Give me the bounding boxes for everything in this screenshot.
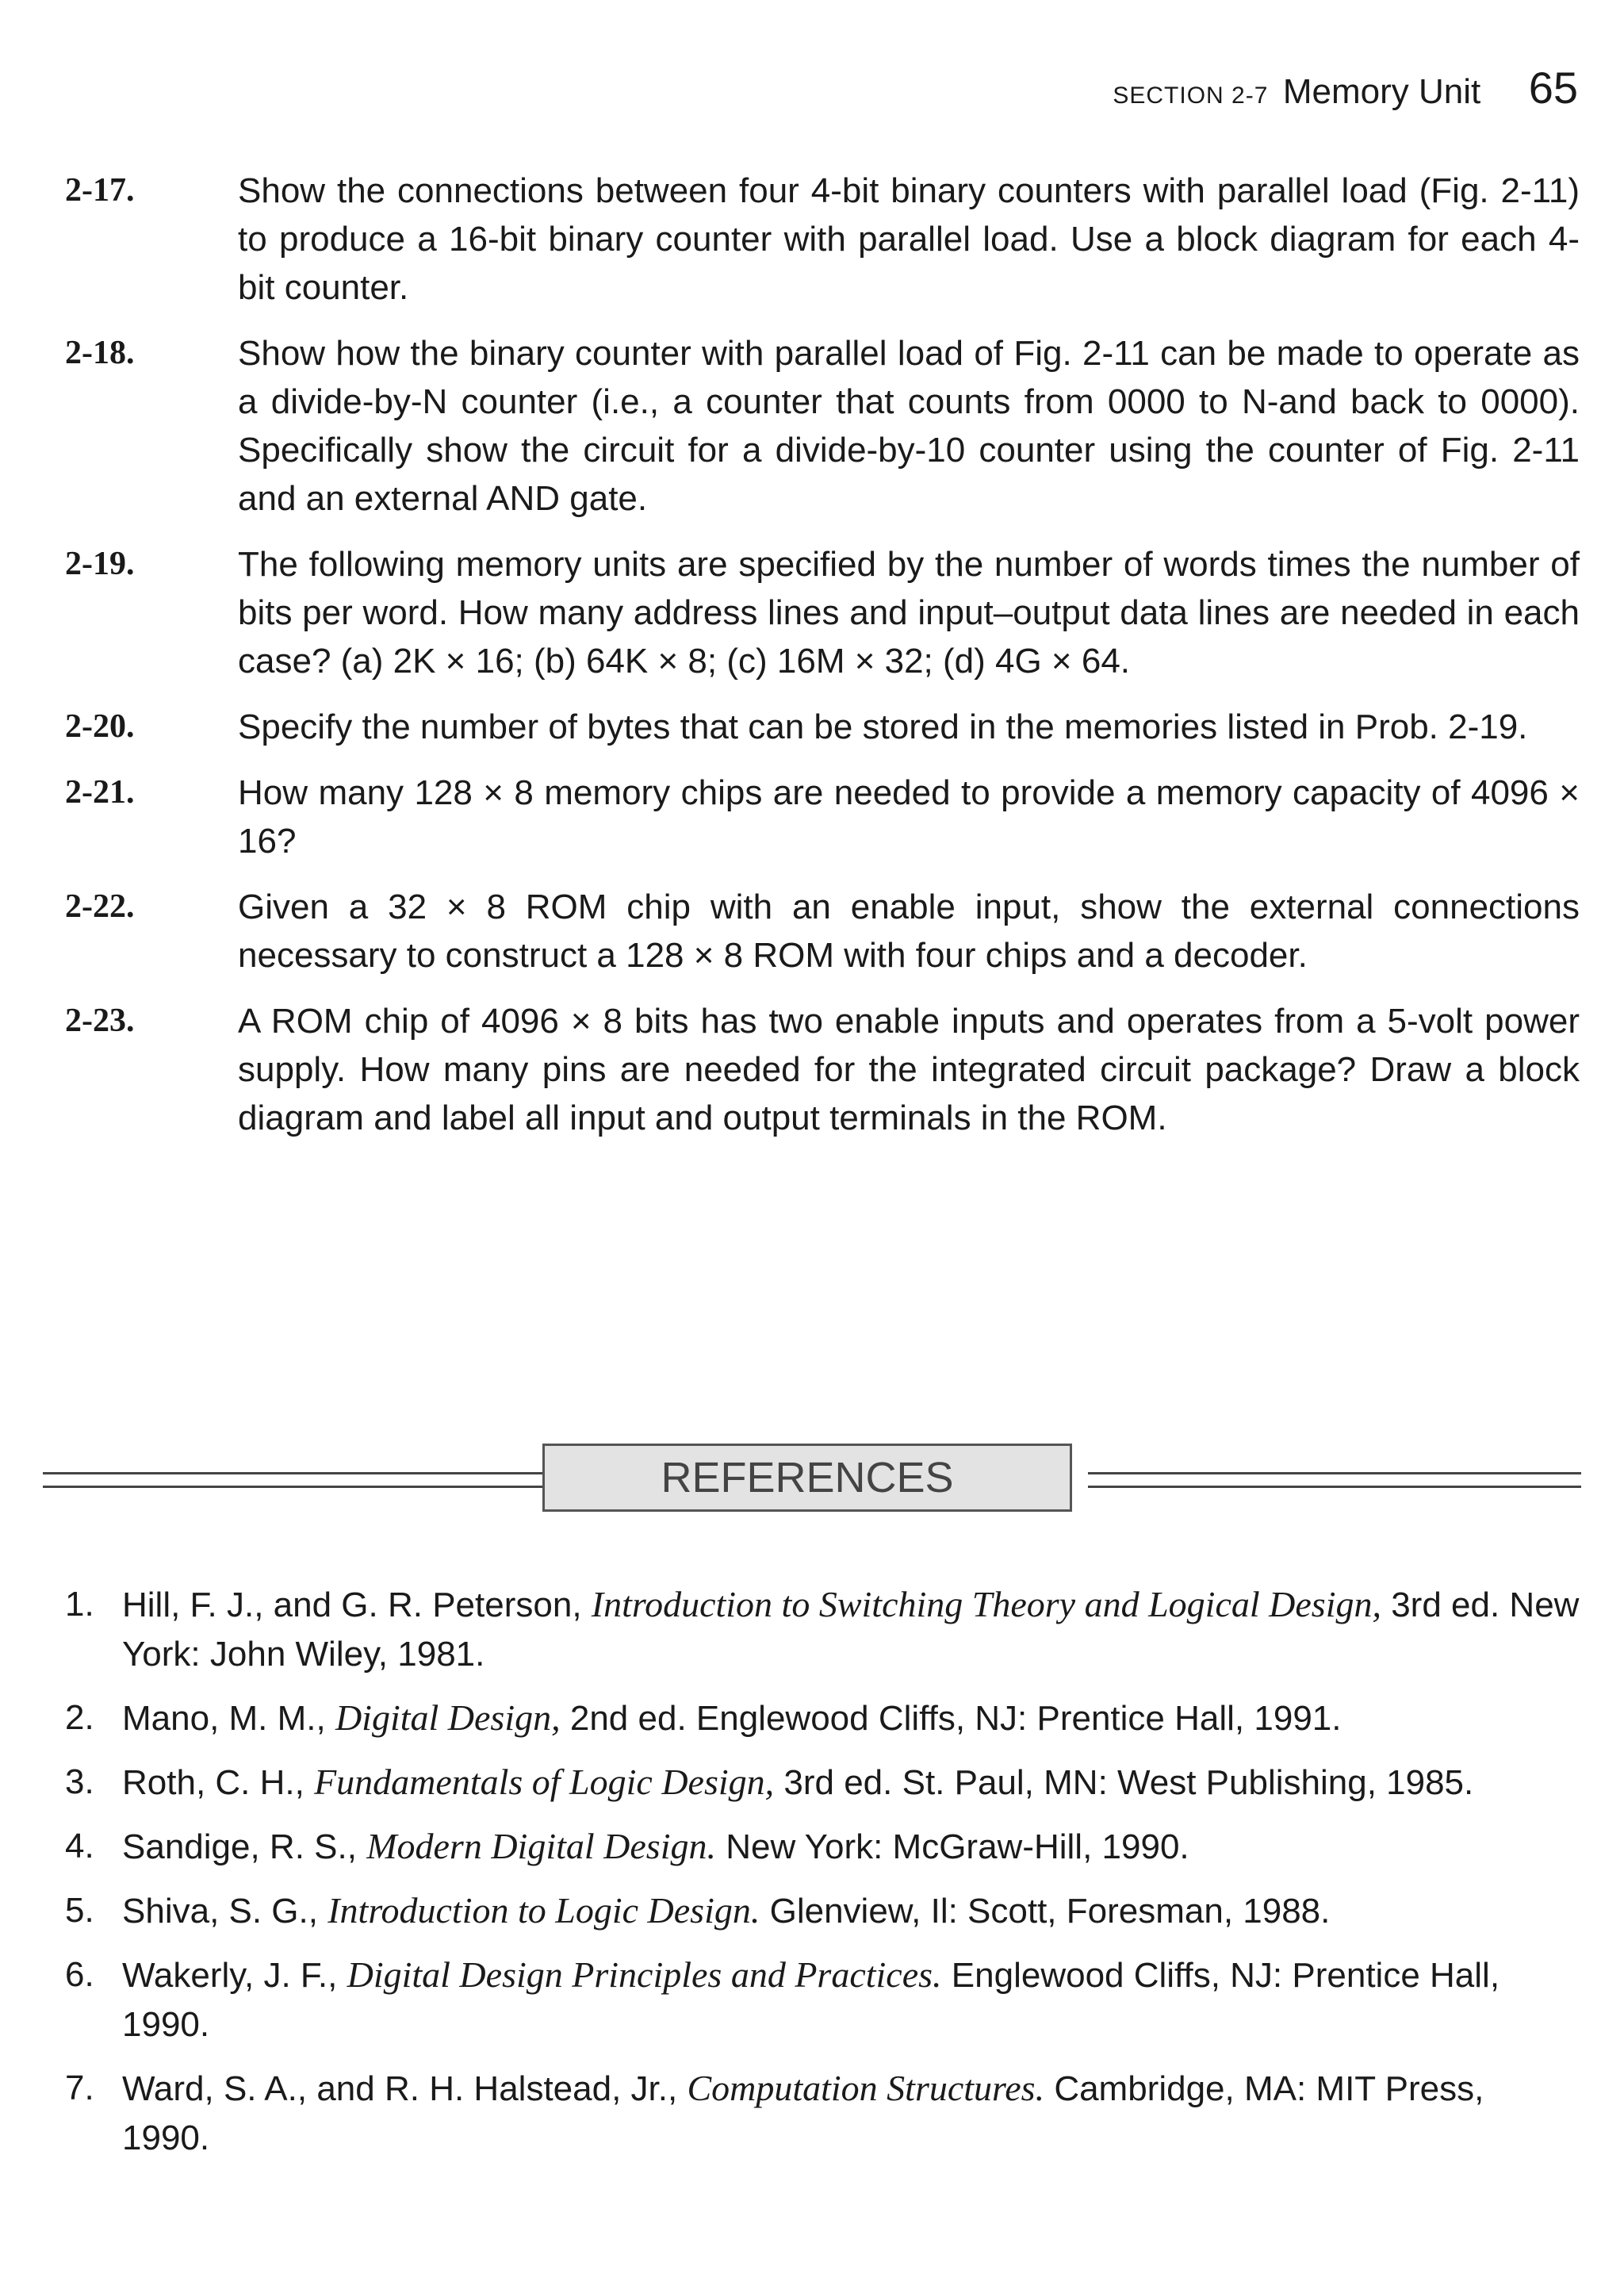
problem-text: The following memory units are specified by the number of words times the number of bits per word. How many address lines and input–output data lines are needed in each case? (a) 2K × 16; (b) 64K × 8; (c) 16M × 32; (d) 4G × 64. — [238, 545, 1580, 681]
reference-item — [65, 2064, 1580, 2163]
problem-item — [65, 703, 1580, 751]
reference-authors: Hill, F. J., and G. R. Peterson, — [122, 1586, 582, 1624]
divider-right — [1088, 1472, 1581, 1488]
problem-item — [65, 883, 1580, 980]
reference-publication: New York: McGraw-Hill, 1990. — [726, 1827, 1189, 1866]
page-number: 65 — [1528, 63, 1578, 113]
problem-text: Show the connections between four 4-bit binary counters with parallel load (Fig. 2-11) to produce a 16-bit binary counter with parallel load. Use a block diagram for each 4-bit counter. — [238, 171, 1580, 307]
reference-text — [122, 1693, 1580, 1743]
reference-publication: Cambridge, MA: MIT Press, 1990. — [122, 2069, 1484, 2157]
divider-left — [43, 1472, 542, 1488]
problem-item — [65, 167, 1580, 312]
reference-number: 4. — [65, 1827, 94, 1865]
reference-publication: Englewood Cliffs, NJ: Prentice Hall, 1990. — [122, 1956, 1500, 2044]
problem-text: How many 128 × 8 memory chips are needed to provide a memory capacity of 4096 × 16? — [238, 773, 1580, 861]
problem-item — [65, 540, 1580, 685]
reference-title: Introduction to Switching Theory and Logical Design, — [591, 1584, 1381, 1624]
problem-text: Show how the binary counter with parallel load of Fig. 2-11 can be made to operate as a divide-by-N counter (i.e., a counter that counts from 0000 to N-and back to 0000). Specifically show the circuit for a divide-by-10 counter using the counter of Fig. 2-11 and an external AND gate. — [238, 334, 1580, 518]
reference-authors: Sandige, R. S., — [122, 1827, 357, 1866]
reference-number: 7. — [65, 2069, 94, 2107]
reference-title: Introduction to Logic Design. — [327, 1890, 760, 1931]
problem-number: 2-23. — [65, 1003, 135, 1039]
reference-text — [122, 1886, 1580, 1936]
reference-item — [65, 1693, 1580, 1743]
reference-item — [65, 1580, 1580, 1679]
reference-number: 1. — [65, 1585, 94, 1624]
problem-text: Given a 32 × 8 ROM chip with an enable input, show the external connections necessary to construct a 128 × 8 ROM with four chips and a decoder. — [238, 888, 1580, 975]
problem-list — [65, 167, 1580, 1160]
reference-list — [65, 1580, 1580, 2177]
reference-number: 3. — [65, 1762, 94, 1801]
reference-title: Digital Design Principles and Practices. — [347, 1954, 942, 1995]
reference-authors: Wakerly, J. F., — [122, 1956, 338, 1995]
reference-publication: 3rd ed. St. Paul, MN: West Publishing, 1985. — [783, 1763, 1474, 1802]
reference-publication: 2nd ed. Englewood Cliffs, NJ: Prentice Hall, 1991. — [569, 1699, 1342, 1738]
reference-text — [122, 1580, 1580, 1679]
reference-authors: Ward, S. A., and R. H. Halstead, Jr., — [122, 2069, 678, 2108]
reference-title: Digital Design, — [335, 1697, 561, 1738]
references-heading: REFERENCES — [542, 1444, 1072, 1512]
reference-number: 2. — [65, 1698, 94, 1737]
problem-text: A ROM chip of 4096 × 8 bits has two enable inputs and operates from a 5-volt power supply. How many pins are needed for the integrated circuit package? Draw a block diagram and label all input and output terminals in the ROM. — [238, 1002, 1580, 1137]
problem-item — [65, 769, 1580, 865]
reference-item — [65, 1950, 1580, 2050]
problem-number: 2-17. — [65, 172, 135, 209]
problem-number: 2-20. — [65, 708, 135, 745]
reference-authors: Roth, C. H., — [122, 1763, 304, 1802]
reference-text — [122, 1758, 1580, 1808]
reference-publication: Glenview, Il: Scott, Foresman, 1988. — [769, 1892, 1331, 1931]
problem-number: 2-21. — [65, 774, 135, 811]
problem-number: 2-19. — [65, 546, 135, 582]
problem-number: 2-22. — [65, 888, 135, 925]
reference-item — [65, 1886, 1580, 1936]
reference-item — [65, 1822, 1580, 1872]
reference-number: 5. — [65, 1891, 94, 1930]
problem-number: 2-18. — [65, 335, 135, 371]
reference-number: 6. — [65, 1955, 94, 1994]
reference-item — [65, 1758, 1580, 1808]
problem-text: Specify the number of bytes that can be stored in the memories listed in Prob. 2-19. — [238, 707, 1528, 746]
reference-title: Modern Digital Design. — [366, 1826, 716, 1866]
section-label: SECTION 2-7 — [1113, 82, 1269, 109]
reference-text — [122, 1822, 1580, 1872]
reference-publication: 3rd ed. New York: John Wiley, 1981. — [122, 1586, 1580, 1674]
problem-item — [65, 329, 1580, 523]
running-header — [864, 62, 1578, 125]
reference-text — [122, 1950, 1580, 2050]
problem-item — [65, 997, 1580, 1142]
reference-title: Fundamentals of Logic Design, — [314, 1762, 775, 1802]
reference-title: Computation Structures. — [687, 2068, 1045, 2108]
reference-authors: Shiva, S. G., — [122, 1892, 318, 1931]
reference-text — [122, 2064, 1580, 2163]
reference-authors: Mano, M. M., — [122, 1699, 326, 1738]
references-banner — [43, 1444, 1581, 1515]
section-title: Memory Unit — [1282, 72, 1481, 111]
